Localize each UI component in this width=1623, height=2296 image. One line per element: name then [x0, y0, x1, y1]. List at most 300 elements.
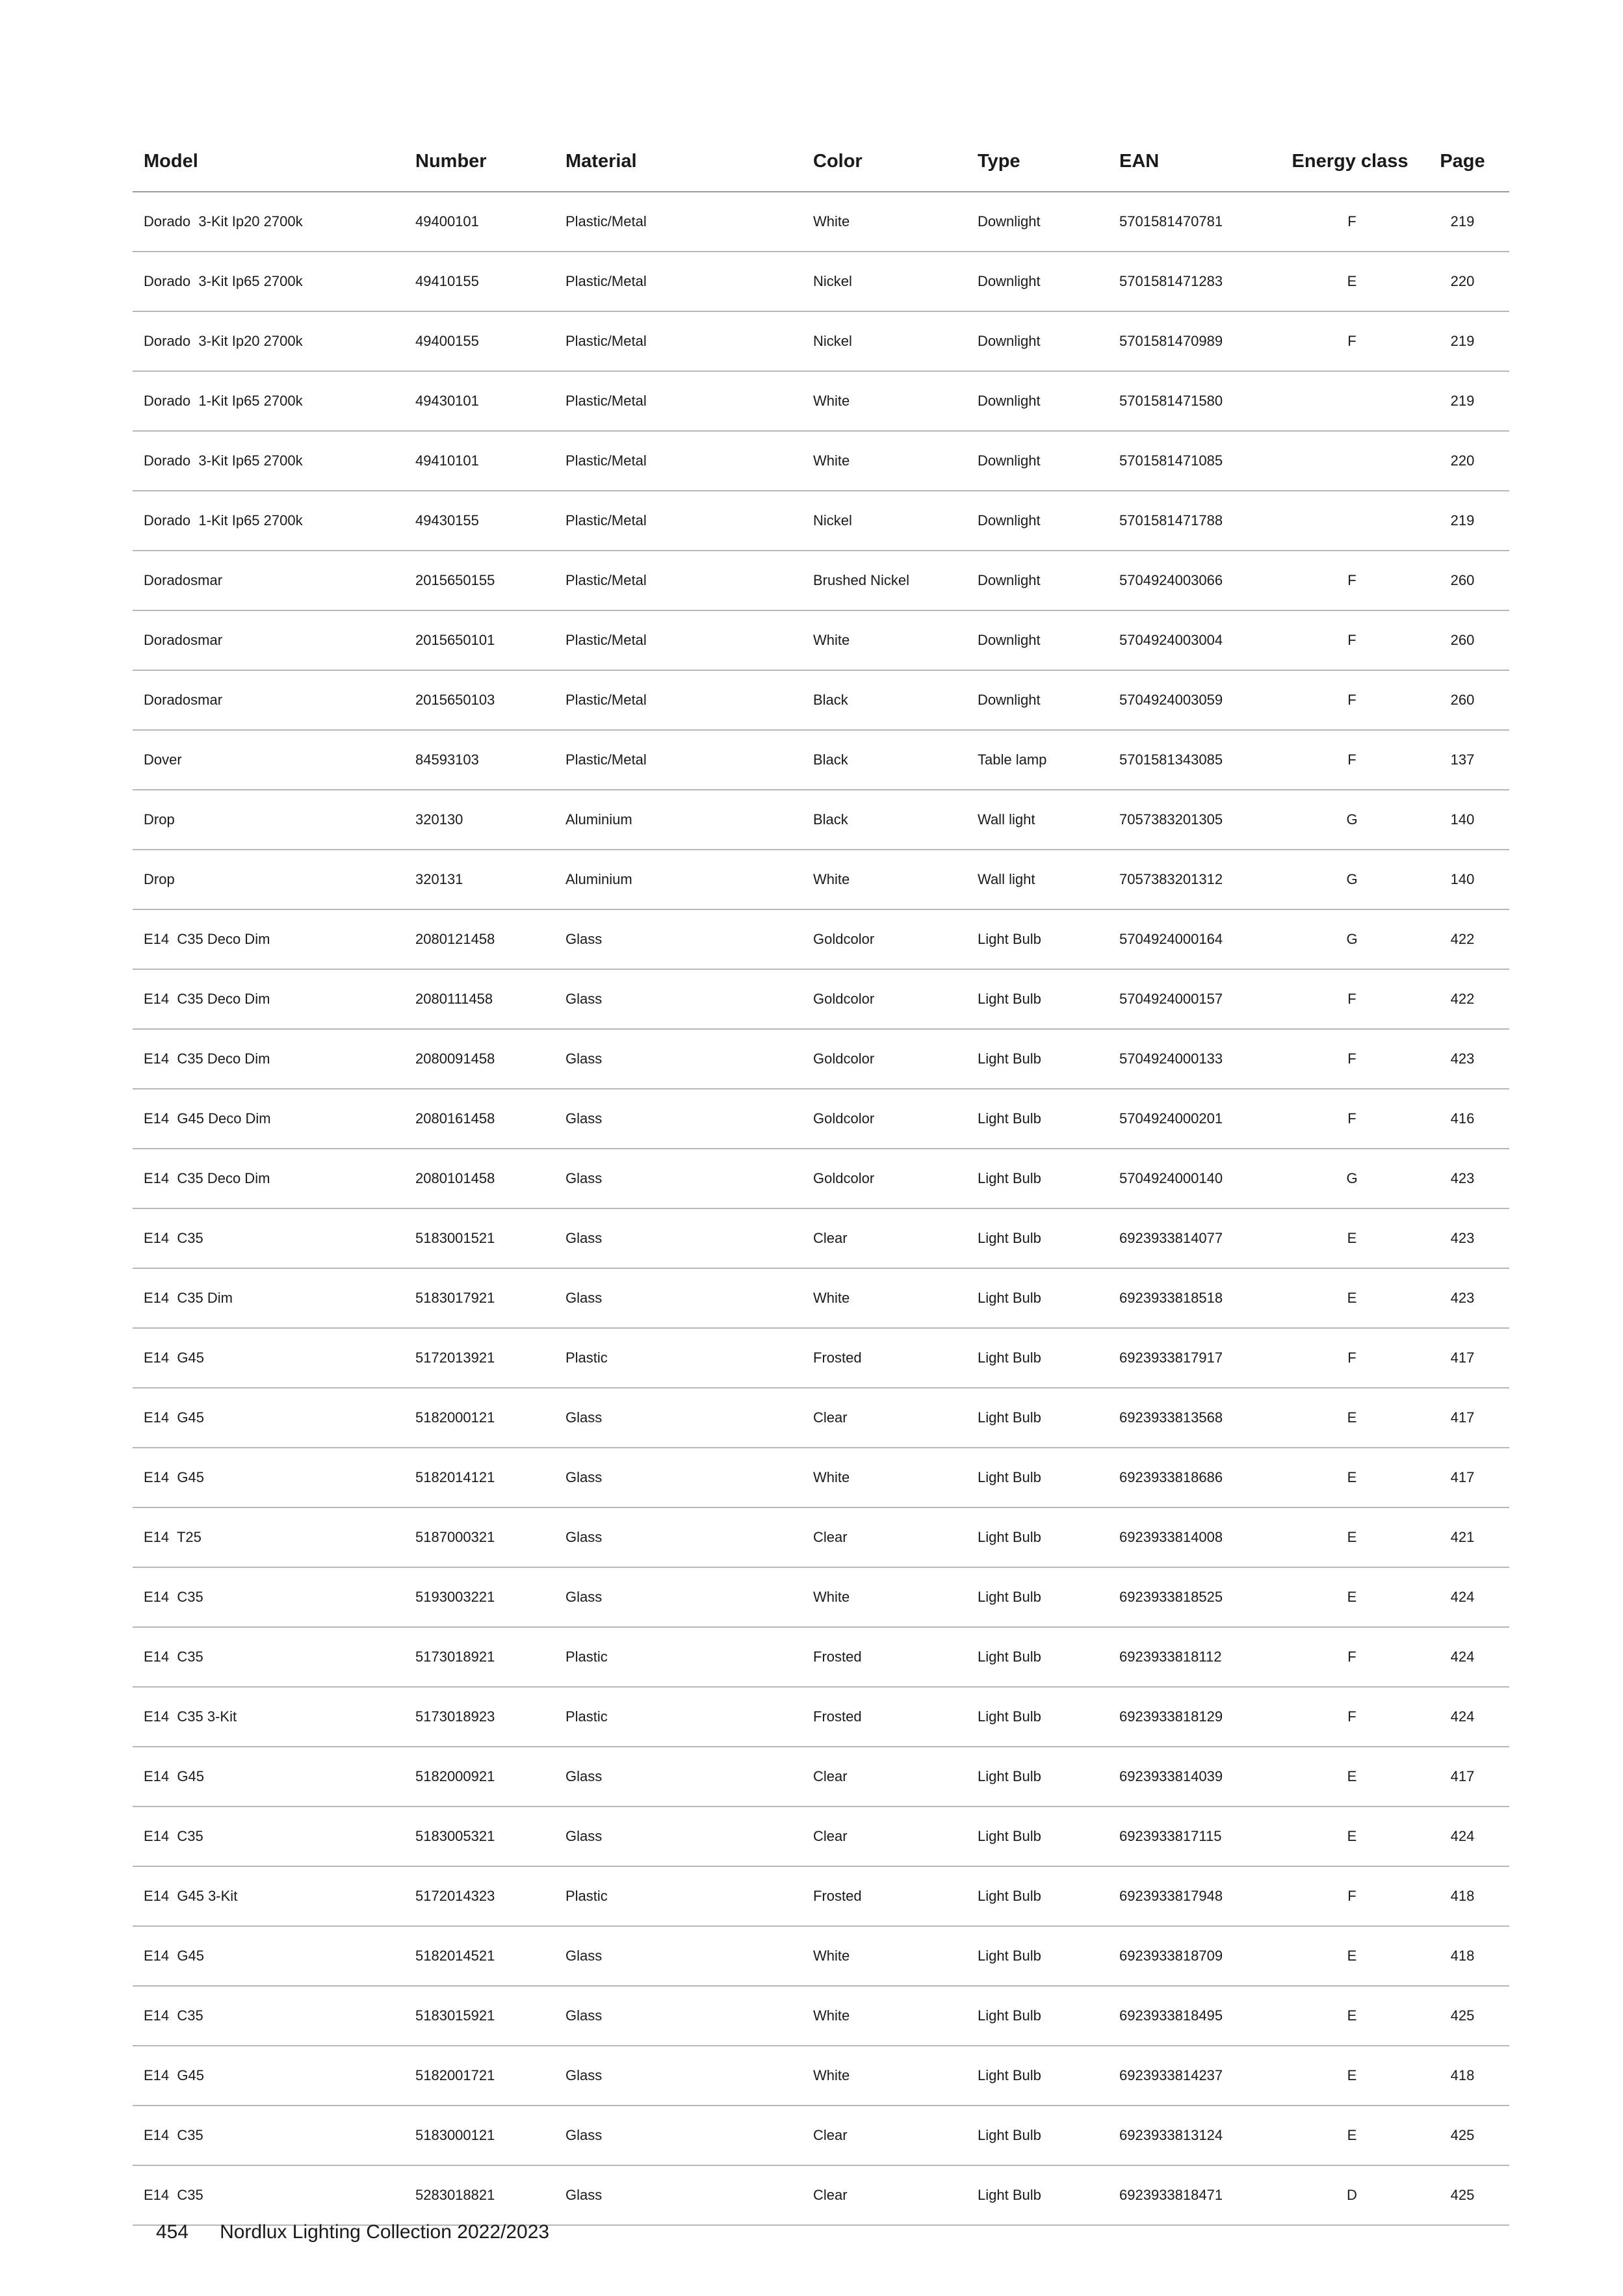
- table-row: [133, 1927, 1509, 1987]
- cell-color: Clear: [813, 1828, 848, 1844]
- table-header-row: [133, 131, 1509, 192]
- cell-energy-class: E: [1347, 1230, 1357, 1246]
- cell-ean: 5701581471788: [1119, 512, 1223, 528]
- cell-energy-class: G: [1346, 811, 1358, 828]
- cell-page: 423: [1450, 1050, 1475, 1067]
- cell-model: E14 C35 Deco Dim: [144, 931, 270, 947]
- cell-page: 219: [1450, 213, 1475, 229]
- cell-color: White: [813, 2007, 850, 2024]
- cell-type: Light Bulb: [978, 1350, 1041, 1366]
- cell-ean: 5704924003059: [1119, 692, 1223, 708]
- cell-color: Nickel: [813, 512, 852, 528]
- cell-material: Aluminium: [565, 811, 632, 828]
- table-row: [133, 1149, 1509, 1209]
- cell-model: E14 C35: [144, 1589, 203, 1605]
- cell-ean: 6923933818525: [1119, 1589, 1223, 1605]
- cell-energy-class: E: [1347, 273, 1357, 289]
- cell-page: 422: [1450, 991, 1475, 1007]
- cell-number: 2080161458: [415, 1110, 495, 1127]
- cell-model: Doradosmar: [144, 692, 223, 708]
- cell-number: 5187000321: [415, 1529, 495, 1545]
- cell-type: Downlight: [978, 692, 1041, 708]
- cell-ean: 6923933817917: [1119, 1350, 1223, 1366]
- table-row: [133, 1269, 1509, 1329]
- cell-page: 418: [1450, 1888, 1475, 1904]
- cell-page: 137: [1450, 751, 1475, 768]
- cell-material: Glass: [565, 1050, 603, 1067]
- cell-page: 416: [1450, 1110, 1475, 1127]
- cell-material: Glass: [565, 2067, 603, 2083]
- cell-material: Glass: [565, 1469, 603, 1485]
- cell-ean: 6923933818112: [1119, 1649, 1222, 1665]
- cell-material: Plastic/Metal: [565, 692, 647, 708]
- cell-material: Plastic/Metal: [565, 512, 647, 528]
- cell-energy-class: G: [1346, 871, 1358, 887]
- cell-type: Light Bulb: [978, 2007, 1041, 2024]
- cell-page: 424: [1450, 1708, 1475, 1725]
- cell-page: 423: [1450, 1290, 1475, 1306]
- cell-material: Plastic/Metal: [565, 333, 647, 349]
- cell-color: Goldcolor: [813, 1050, 875, 1067]
- cell-color: White: [813, 871, 850, 887]
- cell-color: Clear: [813, 1529, 848, 1545]
- table-row: [133, 850, 1509, 910]
- cell-energy-class: E: [1347, 1469, 1357, 1485]
- cell-number: 5173018921: [415, 1649, 495, 1665]
- cell-ean: 6923933814039: [1119, 1768, 1223, 1784]
- cell-energy-class: F: [1347, 572, 1357, 588]
- cell-color: Clear: [813, 2187, 848, 2203]
- cell-material: Aluminium: [565, 871, 632, 887]
- cell-type: Light Bulb: [978, 1888, 1041, 1904]
- cell-model: E14 C35: [144, 1828, 203, 1844]
- cell-color: Frosted: [813, 1350, 862, 1366]
- table-row: [133, 1688, 1509, 1747]
- cell-ean: 5701581471283: [1119, 273, 1223, 289]
- cell-energy-class: F: [1347, 1708, 1357, 1725]
- cell-material: Glass: [565, 1409, 603, 1426]
- cell-material: Glass: [565, 2127, 603, 2143]
- cell-color: Goldcolor: [813, 1170, 875, 1186]
- cell-number: 2015650103: [415, 692, 495, 708]
- cell-page: 219: [1450, 512, 1475, 528]
- cell-material: Glass: [565, 1110, 603, 1127]
- table-row: [133, 551, 1509, 611]
- page-footer: [156, 2221, 549, 2243]
- cell-color: Goldcolor: [813, 991, 875, 1007]
- cell-page: 424: [1450, 1649, 1475, 1665]
- cell-model: E14 G45: [144, 2067, 204, 2083]
- cell-page: 260: [1450, 692, 1475, 708]
- cell-energy-class: F: [1347, 213, 1357, 229]
- cell-number: 5283018821: [415, 2187, 495, 2203]
- cell-energy-class: E: [1347, 1768, 1357, 1784]
- publication-title: Nordlux Lighting Collection 2022/2023: [220, 2221, 550, 2243]
- table-row: [133, 1747, 1509, 1807]
- cell-material: Plastic/Metal: [565, 213, 647, 229]
- table-row: [133, 192, 1509, 252]
- cell-energy-class: G: [1346, 1170, 1358, 1186]
- table-row: [133, 1030, 1509, 1089]
- cell-page: 423: [1450, 1170, 1475, 1186]
- cell-type: Light Bulb: [978, 1170, 1041, 1186]
- cell-color: White: [813, 1948, 850, 1964]
- cell-number: 5172014323: [415, 1888, 495, 1904]
- cell-number: 5183000121: [415, 2127, 495, 2143]
- cell-color: Black: [813, 751, 848, 768]
- header-page: Page: [1440, 150, 1485, 172]
- cell-model: E14 C35 Dim: [144, 1290, 233, 1306]
- cell-material: Glass: [565, 1589, 603, 1605]
- cell-model: E14 C35: [144, 1230, 203, 1246]
- cell-material: Glass: [565, 931, 603, 947]
- cell-page: 424: [1450, 1828, 1475, 1844]
- cell-ean: 6923933818686: [1119, 1469, 1223, 1485]
- cell-type: Downlight: [978, 632, 1041, 648]
- cell-type: Light Bulb: [978, 1050, 1041, 1067]
- cell-model: E14 G45: [144, 1948, 204, 1964]
- cell-type: Light Bulb: [978, 1529, 1041, 1545]
- cell-page: 417: [1450, 1768, 1475, 1784]
- cell-ean: 5701581470989: [1119, 333, 1223, 349]
- cell-page: 220: [1450, 273, 1475, 289]
- cell-type: Light Bulb: [978, 1230, 1041, 1246]
- cell-energy-class: F: [1347, 991, 1357, 1007]
- cell-energy-class: E: [1347, 1409, 1357, 1426]
- cell-page: 421: [1450, 1529, 1475, 1545]
- cell-model: E14 C35: [144, 2187, 203, 2203]
- cell-model: Dorado 3-Kit Ip65 2700k: [144, 273, 303, 289]
- cell-ean: 5701581470781: [1119, 213, 1223, 229]
- cell-energy-class: E: [1347, 1290, 1357, 1306]
- header-model: Model: [144, 150, 198, 172]
- cell-material: Glass: [565, 2187, 603, 2203]
- cell-model: E14 C35: [144, 1649, 203, 1665]
- cell-page: 418: [1450, 2067, 1475, 2083]
- cell-page: 140: [1450, 871, 1475, 887]
- cell-model: E14 G45: [144, 1350, 204, 1366]
- cell-ean: 5704924000201: [1119, 1110, 1223, 1127]
- cell-color: White: [813, 1469, 850, 1485]
- table-row: [133, 252, 1509, 312]
- cell-ean: 7057383201305: [1119, 811, 1223, 828]
- table-row: [133, 731, 1509, 790]
- cell-page: 425: [1450, 2187, 1475, 2203]
- cell-number: 2080111458: [415, 991, 493, 1007]
- cell-ean: 5704924000157: [1119, 991, 1223, 1007]
- cell-color: Brushed Nickel: [813, 572, 909, 588]
- cell-color: Frosted: [813, 1888, 862, 1904]
- cell-material: Plastic: [565, 1649, 608, 1665]
- cell-color: Black: [813, 811, 848, 828]
- cell-color: Clear: [813, 2127, 848, 2143]
- cell-energy-class: [1287, 432, 1417, 490]
- cell-material: Plastic/Metal: [565, 632, 647, 648]
- cell-number: 49430155: [415, 512, 479, 528]
- cell-number: 84593103: [415, 751, 479, 768]
- cell-type: Light Bulb: [978, 1589, 1041, 1605]
- cell-ean: 5701581471580: [1119, 393, 1223, 409]
- table-row: [133, 2046, 1509, 2106]
- table-row: [133, 1209, 1509, 1269]
- cell-energy-class: E: [1347, 1529, 1357, 1545]
- cell-type: Light Bulb: [978, 1290, 1041, 1306]
- cell-page: 417: [1450, 1409, 1475, 1426]
- cell-model: E14 C35 Deco Dim: [144, 1050, 270, 1067]
- cell-material: Plastic: [565, 1708, 608, 1725]
- cell-ean: 6923933814077: [1119, 1230, 1223, 1246]
- header-color: Color: [813, 150, 863, 172]
- cell-model: E14 G45 3-Kit: [144, 1888, 238, 1904]
- cell-model: E14 T25: [144, 1529, 201, 1545]
- cell-page: 425: [1450, 2007, 1475, 2024]
- cell-number: 2015650101: [415, 632, 495, 648]
- cell-model: Dorado 3-Kit Ip20 2700k: [144, 333, 303, 349]
- cell-material: Glass: [565, 1768, 603, 1784]
- cell-material: Plastic/Metal: [565, 452, 647, 469]
- cell-ean: 5704924000164: [1119, 931, 1223, 947]
- cell-color: Nickel: [813, 333, 852, 349]
- cell-page: 260: [1450, 632, 1475, 648]
- cell-number: 2080091458: [415, 1050, 495, 1067]
- cell-type: Light Bulb: [978, 2127, 1041, 2143]
- cell-type: Light Bulb: [978, 1469, 1041, 1485]
- cell-color: Clear: [813, 1230, 848, 1246]
- cell-page: 219: [1450, 333, 1475, 349]
- cell-color: White: [813, 452, 850, 469]
- cell-model: E14 G45: [144, 1409, 204, 1426]
- cell-page: 219: [1450, 393, 1475, 409]
- table-row: [133, 1867, 1509, 1927]
- cell-ean: 5704924000133: [1119, 1050, 1223, 1067]
- cell-color: White: [813, 1290, 850, 1306]
- cell-model: E14 G45 Deco Dim: [144, 1110, 271, 1127]
- table-row: [133, 312, 1509, 372]
- cell-ean: 5704924003066: [1119, 572, 1223, 588]
- table-row: [133, 1987, 1509, 2046]
- cell-type: Downlight: [978, 572, 1041, 588]
- cell-model: Doradosmar: [144, 632, 223, 648]
- cell-type: Downlight: [978, 273, 1041, 289]
- cell-energy-class: E: [1347, 1828, 1357, 1844]
- cell-number: 5183015921: [415, 2007, 495, 2024]
- cell-energy-class: F: [1347, 1350, 1357, 1366]
- cell-material: Glass: [565, 991, 603, 1007]
- cell-color: Goldcolor: [813, 1110, 875, 1127]
- cell-color: Nickel: [813, 273, 852, 289]
- cell-type: Table lamp: [978, 751, 1047, 768]
- cell-energy-class: F: [1347, 1888, 1357, 1904]
- cell-color: White: [813, 393, 850, 409]
- cell-material: Plastic/Metal: [565, 273, 647, 289]
- cell-ean: 5701581471085: [1119, 452, 1223, 469]
- cell-material: Glass: [565, 1529, 603, 1545]
- cell-type: Wall light: [978, 811, 1035, 828]
- cell-color: White: [813, 632, 850, 648]
- cell-type: Light Bulb: [978, 1948, 1041, 1964]
- cell-number: 5183017921: [415, 1290, 495, 1306]
- cell-energy-class: F: [1347, 632, 1357, 648]
- table-row: [133, 970, 1509, 1030]
- cell-ean: 6923933817948: [1119, 1888, 1223, 1904]
- cell-model: Drop: [144, 871, 175, 887]
- table-row: [133, 1628, 1509, 1688]
- cell-material: Glass: [565, 2007, 603, 2024]
- cell-energy-class: F: [1347, 1649, 1357, 1665]
- cell-number: 49410101: [415, 452, 479, 469]
- cell-number: 2015650155: [415, 572, 495, 588]
- cell-model: Dover: [144, 751, 182, 768]
- cell-type: Light Bulb: [978, 2187, 1041, 2203]
- header-material: Material: [565, 150, 637, 172]
- cell-number: 49400155: [415, 333, 479, 349]
- cell-number: 5182000921: [415, 1768, 495, 1784]
- cell-ean: 6923933818518: [1119, 1290, 1223, 1306]
- table-row: [133, 2106, 1509, 2166]
- cell-material: Glass: [565, 1290, 603, 1306]
- cell-model: E14 C35 Deco Dim: [144, 1170, 270, 1186]
- cell-color: White: [813, 213, 850, 229]
- cell-energy-class: E: [1347, 2067, 1357, 2083]
- cell-model: Dorado 1-Kit Ip65 2700k: [144, 393, 303, 409]
- product-table: [133, 131, 1509, 2226]
- cell-color: Black: [813, 692, 848, 708]
- cell-page: 260: [1450, 572, 1475, 588]
- cell-ean: 6923933813568: [1119, 1409, 1223, 1426]
- cell-number: 5182001721: [415, 2067, 495, 2083]
- cell-page: 424: [1450, 1589, 1475, 1605]
- table-row: [133, 1089, 1509, 1149]
- cell-color: Clear: [813, 1768, 848, 1784]
- cell-type: Downlight: [978, 512, 1041, 528]
- cell-type: Downlight: [978, 452, 1041, 469]
- cell-number: 49430101: [415, 393, 479, 409]
- table-row: [133, 910, 1509, 970]
- table-row: [133, 1329, 1509, 1389]
- cell-number: 5182000121: [415, 1409, 495, 1426]
- cell-material: Plastic/Metal: [565, 393, 647, 409]
- table-row: [133, 491, 1509, 551]
- cell-type: Light Bulb: [978, 991, 1041, 1007]
- cell-model: E14 G45: [144, 1768, 204, 1784]
- cell-model: E14 C35 3-Kit: [144, 1708, 237, 1725]
- cell-model: E14 C35: [144, 2007, 203, 2024]
- cell-model: Drop: [144, 811, 175, 828]
- cell-number: 320131: [415, 871, 463, 887]
- cell-number: 320130: [415, 811, 463, 828]
- table-row: [133, 1508, 1509, 1568]
- cell-model: Dorado 1-Kit Ip65 2700k: [144, 512, 303, 528]
- cell-model: E14 C35: [144, 2127, 203, 2143]
- cell-number: 5193003221: [415, 1589, 495, 1605]
- cell-type: Downlight: [978, 393, 1041, 409]
- cell-page: 417: [1450, 1350, 1475, 1366]
- cell-type: Light Bulb: [978, 2067, 1041, 2083]
- cell-number: 5173018923: [415, 1708, 495, 1725]
- cell-energy-class: F: [1347, 1050, 1357, 1067]
- cell-type: Light Bulb: [978, 1409, 1041, 1426]
- cell-type: Light Bulb: [978, 1649, 1041, 1665]
- cell-type: Light Bulb: [978, 931, 1041, 947]
- cell-energy-class: E: [1347, 1948, 1357, 1964]
- table-row: [133, 671, 1509, 731]
- cell-ean: 6923933818709: [1119, 1948, 1223, 1964]
- cell-number: 49400101: [415, 213, 479, 229]
- cell-ean: 6923933818471: [1119, 2187, 1223, 2203]
- cell-color: White: [813, 1589, 850, 1605]
- cell-type: Light Bulb: [978, 1828, 1041, 1844]
- cell-material: Plastic: [565, 1888, 608, 1904]
- cell-number: 5183005321: [415, 1828, 495, 1844]
- table-row: [133, 611, 1509, 671]
- cell-page: 140: [1450, 811, 1475, 828]
- cell-energy-class: E: [1347, 2127, 1357, 2143]
- cell-color: Frosted: [813, 1708, 862, 1725]
- table-row: [133, 1389, 1509, 1448]
- cell-energy-class: F: [1347, 751, 1357, 768]
- cell-number: 2080121458: [415, 931, 495, 947]
- cell-type: Downlight: [978, 213, 1041, 229]
- header-number: Number: [415, 150, 487, 172]
- table-row: [133, 432, 1509, 491]
- cell-model: Dorado 3-Kit Ip65 2700k: [144, 452, 303, 469]
- cell-color: Frosted: [813, 1649, 862, 1665]
- header-energy-class: Energy class: [1292, 150, 1409, 172]
- cell-number: 2080101458: [415, 1170, 495, 1186]
- cell-material: Plastic: [565, 1350, 608, 1366]
- cell-model: Doradosmar: [144, 572, 223, 588]
- cell-material: Plastic/Metal: [565, 751, 647, 768]
- cell-page: 422: [1450, 931, 1475, 947]
- cell-ean: 6923933814237: [1119, 2067, 1223, 2083]
- table-row: [133, 1568, 1509, 1628]
- cell-model: E14 G45: [144, 1469, 204, 1485]
- cell-ean: 5704924003004: [1119, 632, 1223, 648]
- cell-number: 5172013921: [415, 1350, 495, 1366]
- table-row: [133, 2166, 1509, 2226]
- cell-type: Wall light: [978, 871, 1035, 887]
- cell-ean: 6923933817115: [1119, 1828, 1222, 1844]
- cell-color: Clear: [813, 1409, 848, 1426]
- cell-ean: 7057383201312: [1119, 871, 1223, 887]
- cell-color: Goldcolor: [813, 931, 875, 947]
- cell-material: Glass: [565, 1170, 603, 1186]
- cell-model: Dorado 3-Kit Ip20 2700k: [144, 213, 303, 229]
- cell-number: 49410155: [415, 273, 479, 289]
- cell-number: 5182014121: [415, 1469, 495, 1485]
- cell-page: 425: [1450, 2127, 1475, 2143]
- table-row: [133, 1807, 1509, 1867]
- cell-energy-class: F: [1347, 333, 1357, 349]
- cell-material: Glass: [565, 1230, 603, 1246]
- cell-type: Downlight: [978, 333, 1041, 349]
- cell-ean: 6923933818129: [1119, 1708, 1223, 1725]
- cell-color: White: [813, 2067, 850, 2083]
- cell-energy-class: [1287, 372, 1417, 430]
- cell-energy-class: E: [1347, 1589, 1357, 1605]
- table-body: [133, 192, 1509, 2226]
- cell-number: 5183001521: [415, 1230, 495, 1246]
- cell-material: Glass: [565, 1828, 603, 1844]
- cell-ean: 6923933818495: [1119, 2007, 1223, 2024]
- cell-ean: 6923933813124: [1119, 2127, 1223, 2143]
- cell-energy-class: F: [1347, 1110, 1357, 1127]
- cell-material: Plastic/Metal: [565, 572, 647, 588]
- cell-page: 418: [1450, 1948, 1475, 1964]
- cell-ean: 5704924000140: [1119, 1170, 1223, 1186]
- cell-model: E14 C35 Deco Dim: [144, 991, 270, 1007]
- cell-ean: 5701581343085: [1119, 751, 1223, 768]
